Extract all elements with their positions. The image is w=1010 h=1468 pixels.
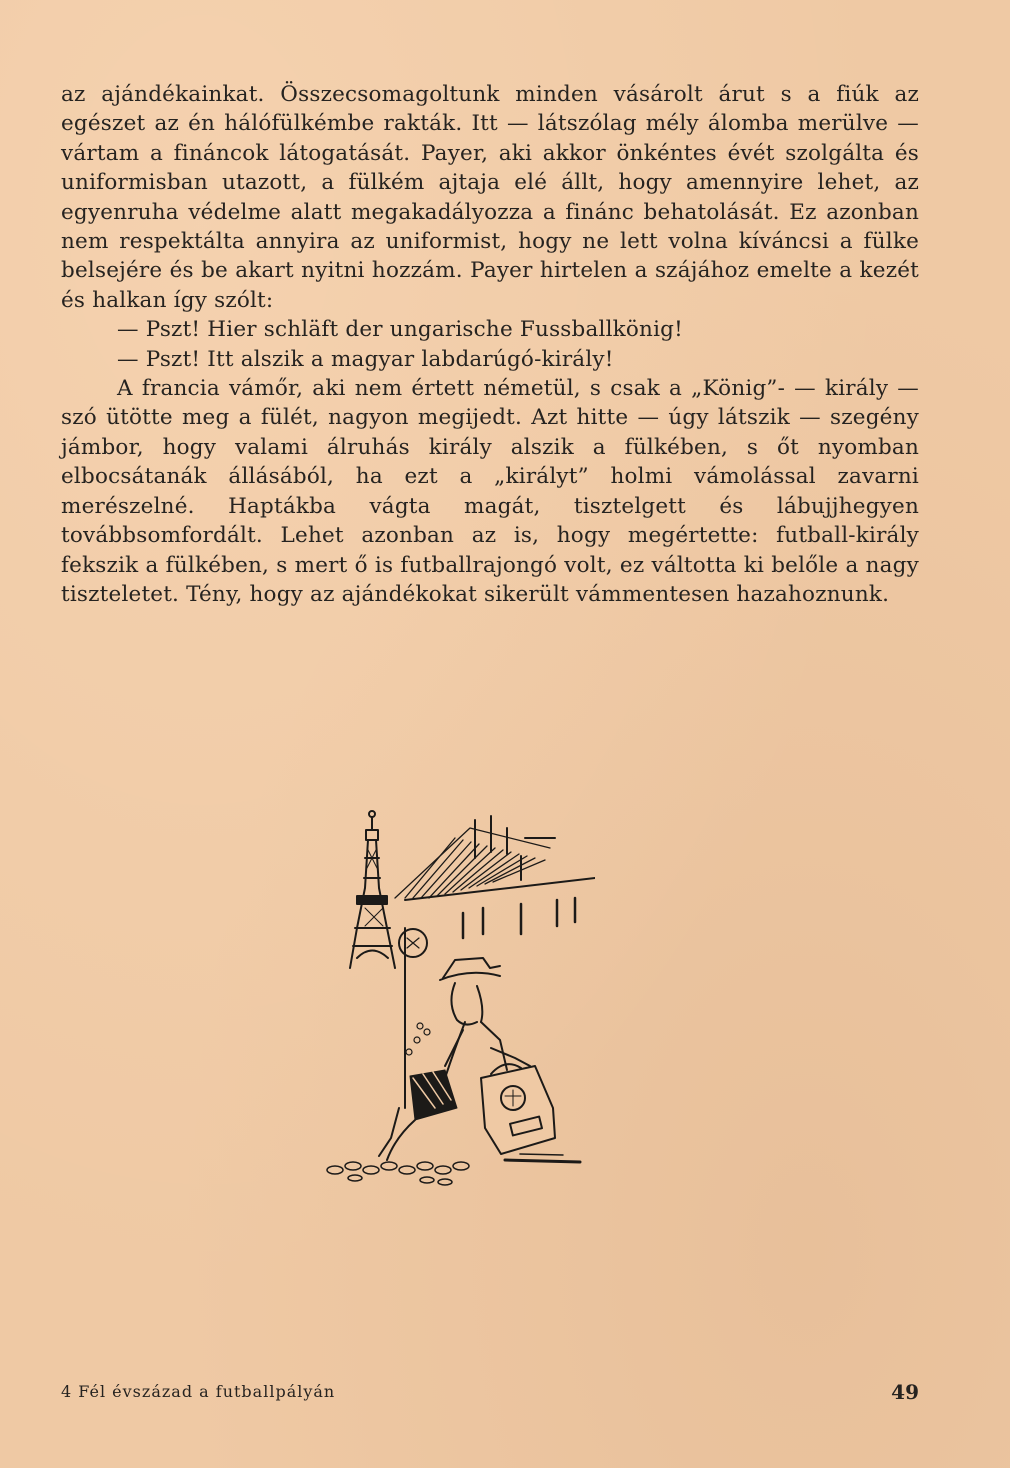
paragraph-3: — Pszt! Itt alszik a magyar labdarúgó-király! [117,346,614,372]
building-drawing [395,816,595,938]
traveler-illustration [295,808,595,1188]
paragraph-1: az ajándékainkat. Összecsomagoltunk minden vásárolt árut s a fiúk az egészet az én hálófülkémbe rakták. Itt — látszólag mély álomba merülve — vártam a fináncok látogatását. Payer, aki akkor önkéntes évét szolgálta és uniformisban utazott, a fülkém ajtaja elé állt, hogy amennyire lehet, az egyenruha védelme alatt megakadályozza a finánc behatolását. Ez azonban nem respektálta annyira az uniformist, hogy ne lett volna kíváncsi a fülke belsejére és be akart nyitni hozzám. Payer hirtelen a szájához emelte a kezét és halkan így szólt: [61,82,919,313]
cobblestones-drawing [327,1154,580,1185]
paragraph-4: A francia vámőr, aki nem értett németül, s csak a „König”- — király — szó ütötte meg a fülét, nagyon megijedt. Azt hitte — úgy látszik — szegény jámbor, hogy valami álruhás király alszik a fülkében, s őt nyomban elbocsátanák állásából, ha ezt a „királyt” holmi vámolással zavarni merészelné. Haptákba vágta magát, tisztelgett és lábujjhegyen továbbsomfordált. Lehet azonban az is, hogy megértette: futball-király fekszik a fülkében, s mert ő is futballrajongó volt, ez váltotta ki belőle a nagy tiszteletet. Tény, hogy az ajándékokat sikerült vámmentesen hazahoznunk. [61,376,919,607]
eiffel-tower-drawing [350,811,395,968]
body-text [61,80,919,609]
page-number: 49 [891,1380,919,1404]
page-footer [61,1382,919,1408]
suitcase-drawing [481,1064,555,1154]
signature-mark: 4 Fél évszázad a futballpályán [61,1382,336,1401]
paragraph-2: — Pszt! Hier schläft der ungarische Fussballkönig! [117,317,683,343]
